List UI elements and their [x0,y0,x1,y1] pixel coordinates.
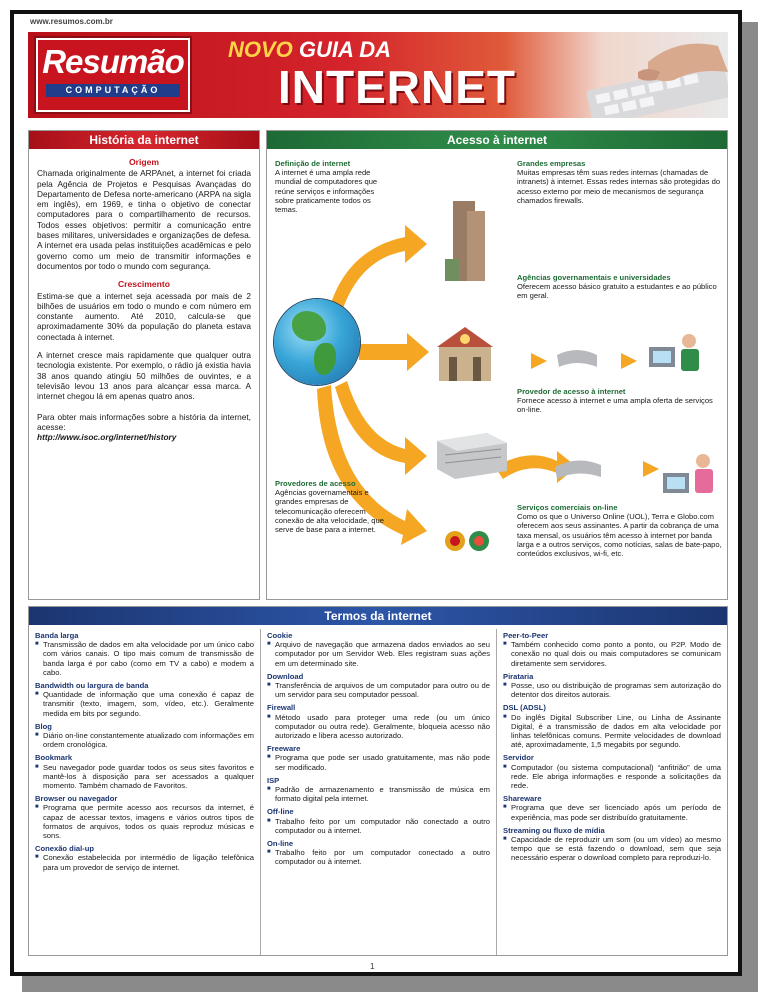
term-entry [35,631,254,677]
commercial-title: Serviços comerciais on-line [517,503,618,512]
origin-title: Origem [128,157,160,167]
term-entry [503,826,721,863]
term-name: Bandwidth ou largura de banda [35,681,149,691]
isp-text: Fornece acesso à internet e uma ampla oferta de serviços on-line. [517,396,713,415]
term-definition: ■ Programa que deve ser licenciado após um período de experiência, mas pode ser distribuído gratuitamente. [503,803,721,821]
term-name: DSL (ADSL) [503,703,546,713]
term-entry [267,672,490,700]
term-definition: ■ Transmissão de dados em alta velocidade por um único cabo com vários canais. O tipo mais comum de transmissão de banda larga é por cabo (como em TV a cabo) e modem a cabo. [35,640,254,677]
title-new-word: NOVO [228,37,293,62]
terms-column-3 [497,629,727,955]
term-name: Streaming ou fluxo de mídia [503,825,605,835]
header-banner [28,32,728,118]
term-name: Banda larga [35,631,79,640]
term-definition: ■ Conexão estabelecida por intermédio de ligação telefônica para um provedor de serviço de internet. [35,853,254,871]
university-icon [437,327,493,381]
arrow-small-1 [531,353,547,369]
isp-block [517,387,723,415]
definition-block [275,159,395,214]
title-prefix-rest: GUIA DA [292,37,391,62]
terms-heading: Termos da internet [29,607,727,625]
term-name: Peer-to-Peer [503,631,549,640]
access-heading: Acesso à internet [267,131,727,149]
term-entry [503,703,721,749]
government-block [517,273,723,301]
terms-columns [29,629,727,955]
providers-title: Provedores de acesso [275,479,356,488]
providers-block [275,479,387,534]
companies-title: Grandes empresas [517,159,586,168]
terms-column-1 [29,629,261,955]
guide-page [10,10,742,976]
term-definition: ■ Computador (ou sistema computacional) “anfitrião” de uma rede. Ele abriga informações e responde a solicitações da rede. [503,763,721,791]
term-definition: ■ Seu navegador pode guardar todos os seus sites favoritos e mantê-los à disposição para ser acessados a qualquer momento. Também chamado de Favoritos. [35,763,254,791]
term-name: On-line [267,839,294,849]
term-definition: ■ Quantidade de informação que uma conexão é capaz de transmitir (texto, imagem, som, vídeo, etc.). Geralmente medida em bits por segundo. [35,690,254,718]
arrow-small-2 [621,353,637,369]
term-entry [267,839,490,867]
arrow-to-companies [329,225,427,314]
brand-subline: COMPUTAÇÃO [46,84,180,97]
terms-panel [28,606,728,956]
term-entry [35,722,254,750]
term-entry [35,844,254,872]
page-title: INTERNET [278,61,516,113]
growth-text-1: Estima-se que a internet seja acessada por mais de 2 bilhões de usuários em todo o mundo e com número em constante aumento. Até 2010, calcula-se que aproximadamente 30% da população do planeta estava conectada à internet. [37,290,251,342]
globe-icon [274,299,360,385]
term-definition: ■ Trabalho feito por um computador não conectado a outro computador ou à internet. [267,817,490,835]
arrow-small-3 [643,461,659,477]
term-name: Browser ou navegador [35,794,118,804]
term-entry [267,776,490,804]
term-name: Cookie [267,631,293,640]
history-panel [28,130,260,600]
term-entry [35,794,254,840]
term-entry [503,753,721,790]
term-definition: ■ Programa que pode ser usado gratuitamente, mas não pode ser modificado. [267,753,490,771]
term-entry [35,681,254,718]
providers-text: Agências governamentais e grandes empresas de telecomunicação oferecem conexão de alta velocidade, que serve de base para a internet. [275,488,384,535]
term-name: Download [267,671,304,681]
commercial-logos-icon [445,531,489,551]
commercial-text: Como os que o Universo Online (UOL), Terra e Globo.com oferecem aos seus assinantes. A partir da cobrança de uma taxa mensal, os usuários têm acesso à internet por banda larga e a outros serviços, como notícias, salas de bate-papo, conteúdos exclusivos, wi-fi, etc. [517,512,722,559]
term-entry [267,703,490,740]
term-definition: ■ Transferência de arquivos de um computador para outro ou de um servidor para seu computador pessoal. [267,681,490,699]
term-name: Conexão dial-up [35,844,95,854]
user-computer-icon [649,334,699,371]
term-entry [267,807,490,835]
companies-block [517,159,723,205]
definition-text: A internet é uma ampla rede mundial de computadores que reúne serviços e informações sobre praticamente todos os temas. [275,168,378,215]
term-name: Freeware [267,744,301,754]
term-entry [267,631,490,668]
companies-text: Muitas empresas têm suas redes internas (chamadas de intranets) à internet. Essas redes internas são protegidas do acesso externo por meio de mecanismos de segurança chamados firewalls. [517,168,721,205]
office-building-icon [445,201,485,281]
term-entry [503,794,721,822]
term-name: Servidor [503,753,534,763]
history-body [29,149,259,448]
term-definition: ■ Diário on-line constantemente atualizado com informações em ordem cronológica. [35,731,254,749]
access-panel [266,130,728,600]
term-name: Off-line [267,807,294,817]
term-definition: ■ Padrão de armazenamento e transmissão de música em formato digital pela internet. [267,785,490,803]
access-diagram [267,149,727,599]
terms-column-2 [261,629,497,955]
page-number: 1 [370,962,375,971]
term-name: ISP [267,775,280,785]
arrow-to-isp [335,381,427,475]
term-name: Bookmark [35,753,73,763]
brand-name: Resumão [42,43,184,80]
term-entry [503,631,721,668]
commercial-block [517,503,723,558]
term-entry [503,672,721,700]
term-definition: ■ Trabalho feito por um computador conectado a outro computador ou à internet. [267,848,490,866]
keyboard-hand-icon [578,32,728,118]
more-info-link[interactable]: http://www.isoc.org/internet/history [37,432,177,443]
term-name: Shareware [503,794,542,804]
term-name: Blog [35,721,52,731]
growth-title: Crescimento [117,279,171,290]
government-text: Oferecem acesso básico gratuito a estudantes e ao público em geral. [517,282,717,301]
term-definition: ■ Capacidade de reproduzir um som (ou um vídeo) ao mesmo tempo que se está fazendo o download, sem que seja necessário esperar o download completo para reproduzi-lo. [503,835,721,863]
history-heading: História da internet [29,131,259,149]
term-definition: ■ Do inglês Digital Subscriber Line, ou Linha de Assinante Digital, é a transmissão de dados em alta velocidade por linhas telefônicas comuns. Permite velocidades de download até, aproximadamente, 1,5 megabits por segundo. [503,713,721,750]
brand-logo [36,38,190,112]
growth-text-2: A internet cresce mais rapidamente que qualquer outra tecnologia existente. Por exemplo, o rádio já existia havia 38 anos quando atingiu 50 milhões de ouvintes, e a televisão levou 13 anos para alcançar essa marca. A internet chegou lá em apenas quatro anos. [37,350,251,402]
more-info-text: Para obter mais informações sobre a história da internet, acesse: [37,411,251,432]
term-definition: ■ Método usado para proteger uma rede (ou um único computador ou outra rede). Geralmente, bloqueia acesso não autorizado e libera acesso autorizado. [267,713,490,741]
site-url: www.resumos.com.br [30,17,113,26]
term-definition: ■ Também conhecido como ponto a ponto, ou P2P. Modo de conexão no qual dois ou mais computadores se comunicam diretamente sem servidores. [503,640,721,668]
term-name: Pirataria [503,671,534,681]
user-computer-icon-2 [663,454,713,493]
term-entry [267,744,490,772]
arrow-to-government [359,333,429,371]
origin-text: Chamada originalmente de ARPAnet, a internet foi criada pela Agência de Projetos e Pesquisas Avançadas do Departamento de Defesa norte-americano (ARPA na sigla em inglês), em 1969, e tinha o objetivo de conectar computadores para o compartilhamento de recursos. Todos esses objetivos: permitir a comunicação entre bases militares, universidades e organizações de defesa. A internet era usada pelas instituições acadêmicas e pelo governo como um meio de transmitir informações e documentos por todo o mundo com segurança. [37,168,251,271]
term-definition: ■ Arquivo de navegação que armazena dados enviados ao seu computador por um Servidor Web. Eles registram suas ações em um determinado site. [267,640,490,668]
more-info [37,412,251,443]
term-definition: ■ Programa que permite acesso aos recursos da internet, é capaz de acessar textos, imagens e vários outros tipos de formatos de arquivos, todos os quais reproduz músicas e sons. [35,803,254,840]
term-entry [35,753,254,790]
government-title: Agências governamentais e universidades [517,273,671,282]
term-name: Firewall [267,703,296,713]
term-definition: ■ Posse, uso ou distribuição de programas sem autorização do detentor dos direitos autorais. [503,681,721,699]
server-building-icon [437,433,507,479]
definition-title: Definição de internet [275,159,351,168]
isp-title: Provedor de acesso à internet [517,387,626,396]
